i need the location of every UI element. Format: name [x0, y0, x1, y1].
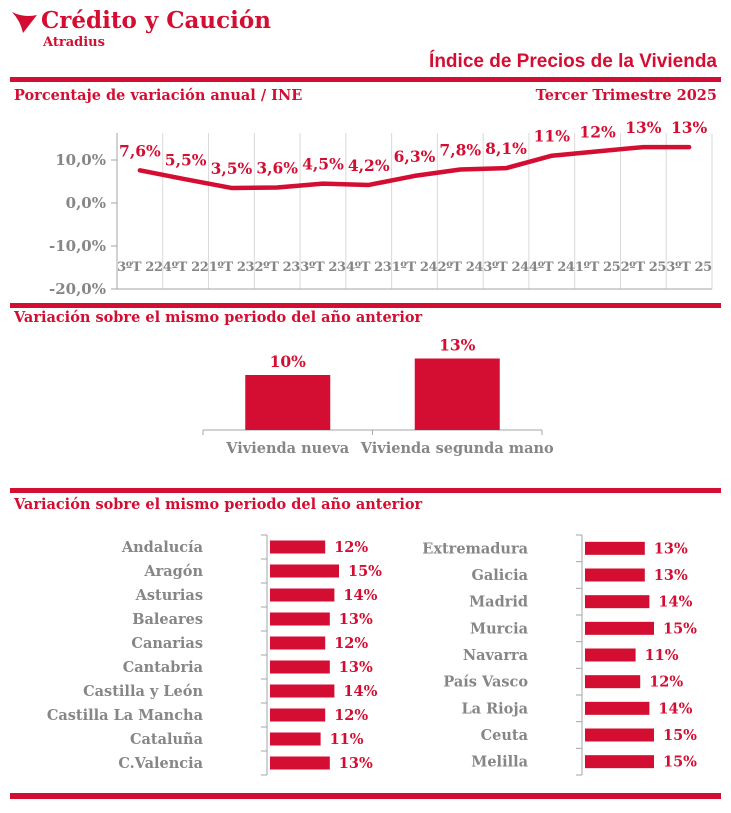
region-bar: [585, 569, 645, 582]
region-value-label: 15%: [663, 727, 697, 744]
region-bar-chart: [0, 525, 731, 793]
x-axis-tick-label: 1ºT 23: [208, 260, 255, 275]
region-bar: [270, 637, 325, 650]
x-axis-tick-label: 2ºT 24: [437, 260, 483, 275]
line-point-label: 7,6%: [119, 141, 161, 161]
x-axis-tick-label: 4ºT 23: [346, 260, 392, 275]
region-value-label: 15%: [663, 753, 697, 771]
region-label: Murcia: [470, 620, 528, 638]
region-label: Navarra: [462, 647, 528, 664]
region-label: Andalucía: [121, 539, 203, 556]
region-label: Ceuta: [480, 727, 528, 744]
region-label: Cantabria: [122, 659, 203, 676]
region-bar: [270, 685, 334, 698]
region-bar: [585, 622, 654, 635]
region-label: Castilla y León: [83, 683, 203, 700]
x-axis-tick-label: 3ºT 25: [666, 260, 712, 275]
line-point-label: 4,5%: [302, 154, 344, 174]
bar-chart-title: Variación sobre el mismo periodo del año anterior: [14, 309, 423, 326]
region-bar: [585, 729, 654, 742]
region-value-label: 13%: [338, 755, 373, 772]
region-chart-title: Variación sobre el mismo periodo del año anterior: [14, 496, 423, 513]
region-bar: [270, 709, 325, 722]
region-value-label: 14%: [658, 700, 693, 718]
line-point-label: 4,2%: [347, 155, 390, 175]
region-value-label: 14%: [658, 593, 693, 611]
y-axis-tick-label: -10,0%: [48, 237, 106, 255]
x-axis-tick-label: 3ºT 24: [483, 260, 529, 275]
region-bar: [585, 542, 645, 555]
region-bar: [270, 613, 330, 626]
x-axis-tick-label: 4ºT 24: [529, 260, 575, 275]
region-value-label: 12%: [334, 539, 369, 556]
region-bar: [270, 733, 321, 746]
region-value-label: 15%: [348, 563, 382, 580]
x-axis-tick-label: 1ºT 24: [391, 260, 438, 275]
bar-category-label: Vivienda nueva: [226, 440, 350, 457]
x-axis-tick-label: 1ºT 25: [574, 260, 621, 275]
bar: [415, 359, 500, 431]
line-point-label: 12%: [579, 122, 616, 142]
region-label: Melilla: [471, 753, 528, 771]
x-axis-tick-label: 2ºT 23: [254, 260, 300, 275]
region-value-label: 13%: [338, 659, 373, 676]
region-value-label: 12%: [334, 707, 369, 724]
x-axis-tick-label: 3ºT 22: [117, 260, 163, 275]
y-axis-tick-label: 10,0%: [55, 151, 106, 169]
bar-category-label: Vivienda segunda mano: [360, 440, 554, 457]
region-label: Cataluña: [129, 731, 203, 748]
x-axis-tick-label: 3ºT 23: [300, 260, 346, 275]
line-chart-title: Porcentaje de variación anual / INE: [14, 87, 303, 104]
brand-logo-icon: [11, 9, 38, 36]
line-point-label: 5,5%: [164, 150, 207, 170]
region-label: Castilla La Mancha: [46, 707, 203, 724]
region-value-label: 14%: [343, 683, 378, 700]
region-label: Madrid: [469, 593, 528, 611]
divider-rule-top: [10, 77, 721, 82]
line-point-label: 7,8%: [439, 140, 482, 160]
region-bar: [585, 702, 649, 715]
region-label: Aragón: [144, 563, 203, 580]
y-axis-tick-label: 0,0%: [65, 194, 106, 212]
line-point-label: 3,6%: [256, 158, 299, 178]
line-point-label: 13%: [625, 118, 662, 138]
divider-rule-regions: [10, 488, 721, 493]
line-point-label: 3,5%: [210, 158, 253, 178]
region-value-label: 15%: [663, 620, 697, 638]
region-label: País Vasco: [443, 673, 528, 691]
region-bar: [585, 649, 636, 662]
divider-rule-bottom: [10, 793, 721, 799]
brand-subname: Atradius: [43, 35, 105, 50]
line-point-label: 13%: [670, 118, 708, 138]
line-point-label: 8,1%: [485, 139, 527, 159]
region-bar: [270, 589, 334, 602]
bar-value-label: 10%: [269, 352, 306, 371]
region-label: Canarias: [131, 635, 203, 652]
region-value-label: 12%: [649, 673, 684, 691]
page-title: Índice de Precios de la Vivienda: [429, 51, 717, 72]
period-label: Tercer Trimestre 2025: [535, 87, 717, 104]
line-point-label: 11%: [533, 126, 570, 146]
line-point-label: 6,3%: [393, 146, 436, 166]
region-value-label: 13%: [338, 611, 373, 628]
vivienda-bar-chart: [0, 300, 731, 470]
region-bar: [270, 565, 339, 578]
region-label: Asturias: [135, 587, 203, 604]
region-label: Galicia: [471, 567, 528, 584]
region-bar: [585, 595, 649, 608]
region-bar: [270, 661, 330, 674]
region-bar: [270, 757, 330, 770]
region-bar: [270, 541, 325, 554]
region-label: C.Valencia: [118, 755, 203, 772]
region-label: La Rioja: [461, 700, 528, 718]
region-value-label: 13%: [653, 540, 688, 558]
line-chart: [0, 118, 731, 300]
bar-value-label: 13%: [439, 335, 476, 355]
region-bar: [585, 755, 654, 768]
region-value-label: 13%: [653, 567, 688, 584]
region-value-label: 14%: [343, 587, 378, 604]
region-value-label: 11%: [644, 647, 679, 664]
x-axis-tick-label: 2ºT 25: [620, 260, 667, 275]
brand-name: Crédito y Caución: [41, 7, 271, 34]
region-label: Extremadura: [422, 540, 528, 558]
region-label: Baleares: [132, 611, 203, 628]
region-value-label: 11%: [329, 731, 364, 748]
bar: [245, 375, 330, 430]
region-value-label: 12%: [334, 635, 369, 652]
x-axis-tick-label: 4ºT 22: [162, 260, 209, 275]
region-bar: [585, 675, 640, 688]
y-axis-tick-label: -20,0%: [48, 280, 106, 298]
